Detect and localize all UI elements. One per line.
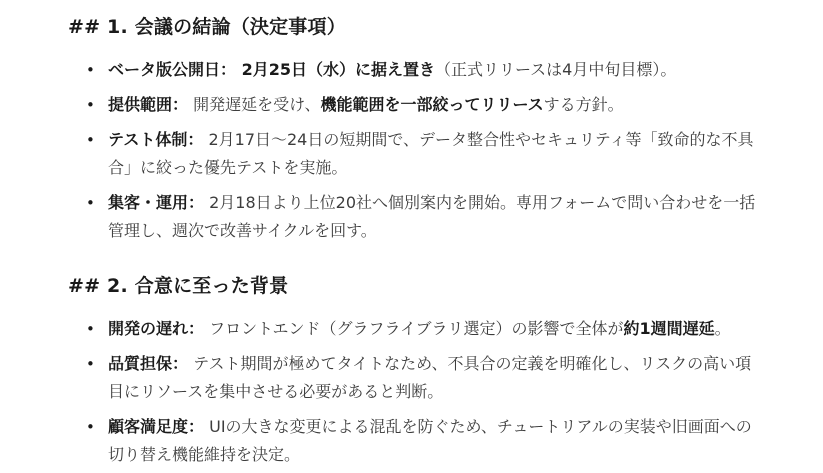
- list-item: [108, 189, 758, 245]
- list-item: [108, 56, 758, 84]
- text-run: テスト期間が極めてタイトなため、不具合の定義を明確化し、リスクの高い項目にリソースを集中させる必要があると判断。: [108, 354, 752, 401]
- list-item: [108, 126, 758, 182]
- bullet-list-background: [68, 315, 758, 469]
- bold-text-run: 顧客満足度：: [108, 417, 205, 436]
- text-run: 開発遅延を受け、: [188, 95, 321, 114]
- text-run: 2月17日〜24日の短期間で、データ整合性やセキュリティ等「致命的な不具合」に絞った優先テストを実施。: [108, 130, 754, 177]
- text-run: UIの大きな変更による混乱を防ぐため、チュートリアルの実装や旧画面への切り替え機能維持を決定。: [108, 417, 752, 464]
- text-run: （正式リリースは4月中旬目標）。: [434, 60, 677, 79]
- list-item: [108, 350, 758, 406]
- bold-text-run: 約1週間遅延: [623, 319, 715, 338]
- bold-text-run: 品質担保：: [108, 354, 189, 373]
- bold-text-run: テスト体制：: [108, 130, 204, 149]
- list-item: [108, 413, 758, 469]
- section-heading-background: ## 2. 合意に至った背景: [68, 275, 289, 297]
- list-item: [108, 315, 758, 343]
- section-decisions: [68, 14, 763, 245]
- bold-text-run: 提供範囲：: [108, 95, 189, 114]
- bold-text-run: 開発の遅れ：: [108, 319, 205, 338]
- list-item: [108, 91, 758, 119]
- bullet-list-decisions: [68, 56, 758, 245]
- text-run: 。: [714, 319, 731, 338]
- bold-text-run: 集客・運用：: [108, 193, 205, 212]
- text-run: フロントエンド（グラフライブラリ選定）の影響で全体が: [204, 319, 624, 338]
- section-background: [68, 273, 763, 469]
- text-run: 2月18日より上位20社へ個別案内を開始。専用フォームで問い合わせを一括管理し、週次で改善サイクルを回す。: [108, 193, 756, 240]
- text-run: する方針。: [543, 95, 624, 114]
- bold-text-run: ベータ版公開日： 2月25日（水）に据え置き: [108, 60, 435, 79]
- bold-text-run: 機能範囲を一部絞ってリリース: [320, 95, 544, 114]
- section-heading-decisions: ## 1. 会議の結論（決定事項）: [68, 16, 346, 38]
